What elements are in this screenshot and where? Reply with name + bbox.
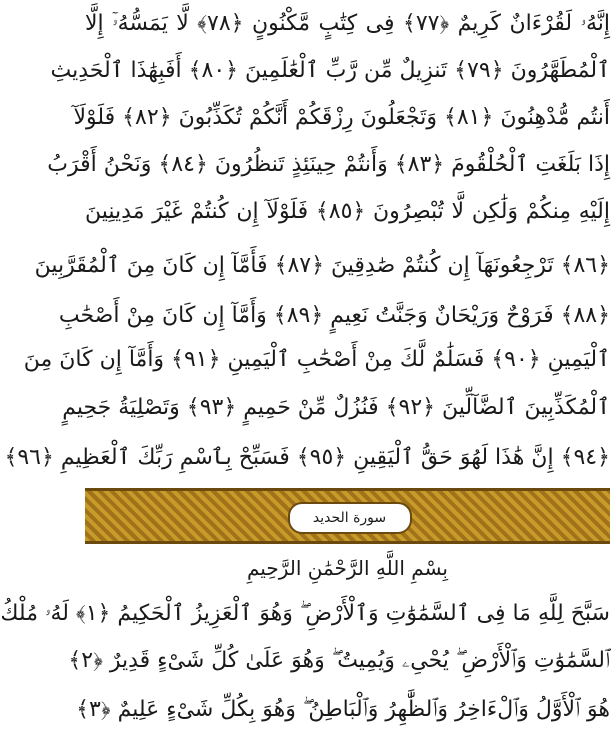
quran-line-2: ٱلْمُطَهَّرُونَ ﴿٧٩﴾ تَنزِيلٌ مِّن رَّبِّ ٱلْعَٰلَمِينَ ﴿٨٠﴾ أَفَبِهَٰذَا ٱلْحَدِيثِ bbox=[50, 58, 610, 83]
quran-line-3: أَنتُم مُّدْهِنُونَ ﴿٨١﴾ وَتَجْعَلُونَ رِزْقَكُمْ أَنَّكُمْ تُكَذِّبُونَ ﴿٨٢﴾ فَلَوْلَآ bbox=[73, 105, 610, 130]
surah-title: سورة الحديد bbox=[288, 502, 412, 534]
quran-line-8: ٱلْيَمِينِ ﴿٩٠﴾ فَسَلَٰمٌ لَّكَ مِنْ أَصْحَٰبِ ٱلْيَمِينِ ﴿٩١﴾ وَأَمَّآ إِن كَانَ مِنَ bbox=[23, 347, 610, 372]
surah-header-banner bbox=[85, 488, 610, 544]
quran-line-4: إِذَا بَلَغَتِ ٱلْحُلْقُومَ ﴿٨٣﴾ وَأَنتُمْ حِينَئِذٍ تَنظُرُونَ ﴿٨٤﴾ وَنَحْنُ أَقْرَبُ bbox=[47, 152, 610, 177]
quran-line-13: هُوَ ٱلْأَوَّلُ وَٱلْءَاخِرُ وَٱلظَّٰهِرُ وَٱلْبَاطِنُ ۖ وَهُوَ بِكُلِّ شَىْءٍ عَلِيمٌ ﴿٣﴾ bbox=[76, 697, 610, 722]
quran-line-12: ٱلسَّمَٰوَٰتِ وَٱلْأَرْضِ ۖ يُحْىِۦ وَيُمِيتُ ۖ وَهُوَ عَلَىٰ كُلِّ شَىْءٍ قَدِيرٌ ﴿٢﴾ bbox=[68, 648, 610, 673]
quran-line-6: ﴿٨٦﴾ تَرْجِعُونَهَآ إِن كُنتُمْ صَٰدِقِينَ ﴿٨٧﴾ فَأَمَّآ إِن كَانَ مِنَ ٱلْمُقَرَّبِينَ bbox=[34, 253, 610, 278]
quran-line-10: ﴿٩٤﴾ إِنَّ هَٰذَا لَهُوَ حَقُّ ٱلْيَقِينِ ﴿٩٥﴾ فَسَبِّحْ بِٱسْمِ رَبِّكَ ٱلْعَظِيمِ ﴿٩٦﴾ bbox=[4, 445, 610, 470]
quran-line-7: ﴿٨٨﴾ فَرَوْحٌ وَرَيْحَانٌ وَجَنَّتُ نَعِيمٍ ﴿٨٩﴾ وَأَمَّآ إِن كَانَ مِنْ أَصْحَٰبِ bbox=[58, 303, 610, 328]
basmala: بِسْمِ اللَّهِ الرَّحْمَٰنِ الرَّحِيمِ bbox=[246, 556, 448, 580]
quran-line-1: إِنَّهُۥ لَقُرْءَانٌ كَرِيمٌ ﴿٧٧﴾ فِى كِتَٰبٍ مَّكْنُونٍ ﴿٧٨﴾ لَّا يَمَسُّهُۥٓ إِلَّا bbox=[85, 11, 610, 36]
quran-line-11: سَبَّحَ لِلَّهِ مَا فِى ٱلسَّمَٰوَٰتِ وَٱلْأَرْضِ ۖ وَهُوَ ٱلْعَزِيزُ ٱلْحَكِيمُ ﴿١﴾ لَهُۥ مُلْكُ bbox=[0, 601, 610, 626]
quran-line-5: إِلَيْهِ مِنكُمْ وَلَٰكِن لَّا تُبْصِرُونَ ﴿٨٥﴾ فَلَوْلَآ إِن كُنتُمْ غَيْرَ مَدِينِينَ bbox=[85, 199, 610, 224]
quran-line-9: ٱلْمُكَذِّبِينَ ٱلضَّآلِّينَ ﴿٩٢﴾ فَنُزُلٌ مِّنْ حَمِيمٍ ﴿٩٣﴾ وَتَصْلِيَةُ جَحِيمٍ bbox=[62, 395, 610, 420]
